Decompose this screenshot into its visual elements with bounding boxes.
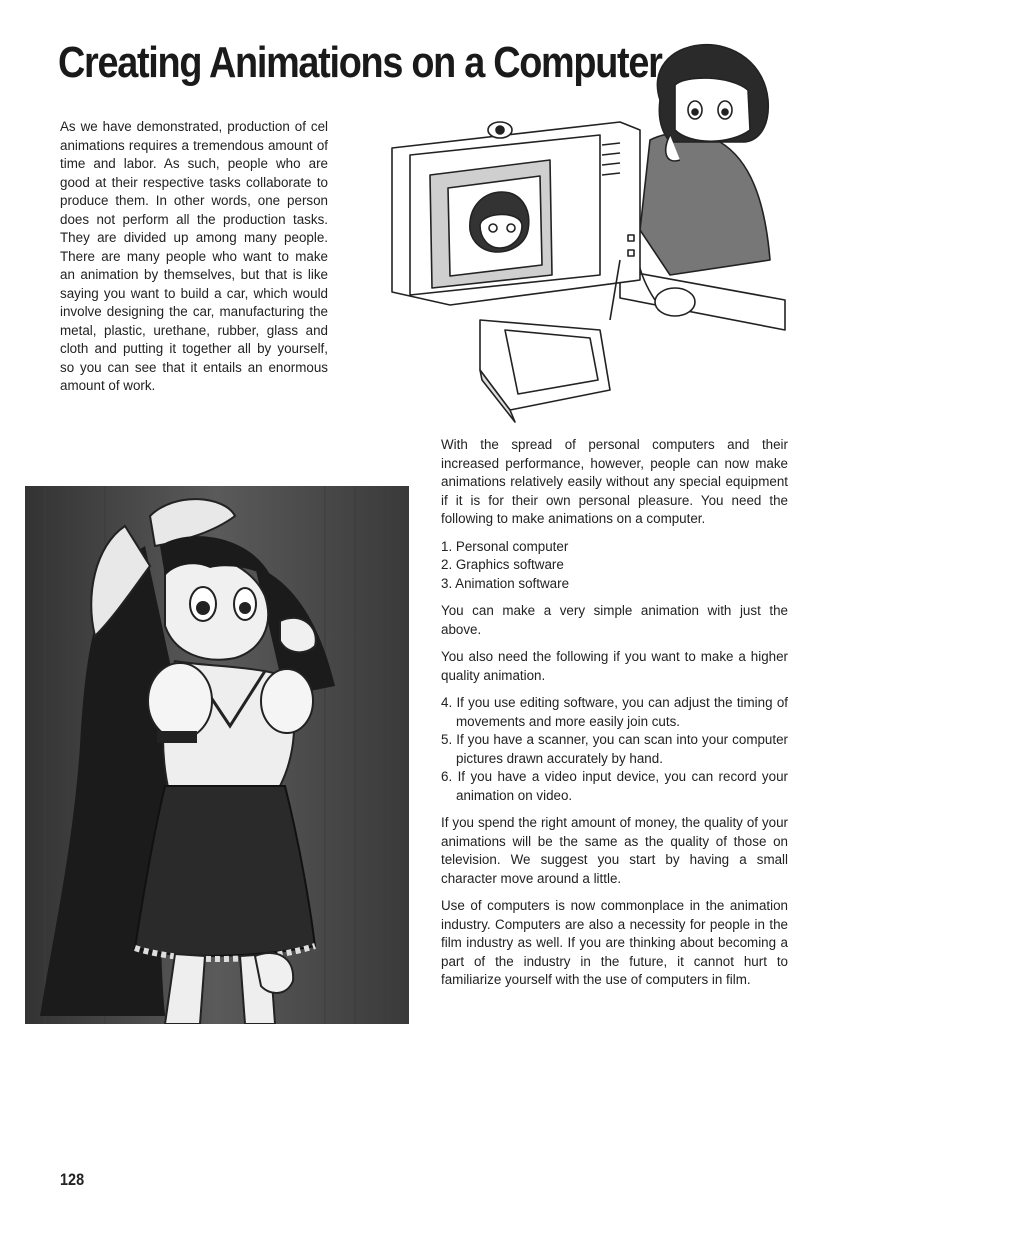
- intro-paragraph: As we have demonstrated, production of cel animations requires a tremendous amount of time and labor. As such, people who are good at their respective tasks collaborate to produce them. In other words, one person does not perform all the production tasks. They are divided up among many people. There are many people who want to make an animation by themselves, but that is like saying you want to build a car, which would involve designing the car, manufacturing the metal, plastic, urethane, rubber, glass and cloth and putting it together all by yourself, so you can see that it entails an enormous amount of work.: [60, 119, 328, 393]
- page-title: Creating Animations on a Computer: [58, 38, 662, 87]
- main-column: [441, 436, 788, 999]
- list-item: 6. If you have a video input device, you can record your animation on video.: [441, 769, 788, 803]
- girl-illustration: [25, 486, 409, 1024]
- list-item: 4. If you use editing software, you can adjust the timing of movements and more easily join cuts.: [441, 695, 788, 729]
- requirements-list: [441, 538, 788, 594]
- list-item: 5. If you have a scanner, you can scan into your computer pictures drawn accurately by hand.: [441, 732, 788, 766]
- paragraph: You also need the following if you want to make a higher quality animation.: [441, 649, 788, 683]
- list-item: 2. Graphics software: [441, 557, 564, 572]
- paragraph: Use of computers is now commonplace in the animation industry. Computers are also a necessity for people in the film industry as well. If you are thinking about becoming a part of the industry in the future, it cannot hurt to familiarize yourself with the use of computers in film.: [441, 898, 788, 987]
- optional-list: [441, 694, 788, 805]
- paragraph: You can make a very simple animation with just the above.: [441, 603, 788, 637]
- list-item: 1. Personal computer: [441, 538, 569, 554]
- paragraph: With the spread of personal computers and their increased performance, however, people can now make animations relatively easily without any special equipment if it is for their own personal pleasure. You need the following to make animations on a computer.: [441, 437, 788, 526]
- list-item: 3. Animation software: [441, 575, 570, 591]
- page-number: 128: [60, 1170, 85, 1189]
- paragraph: If you spend the right amount of money, the quality of your animations will be the same as the quality of those on television. We suggest you start by having a small character move around a little.: [441, 815, 788, 886]
- computer-illustration: [370, 30, 790, 430]
